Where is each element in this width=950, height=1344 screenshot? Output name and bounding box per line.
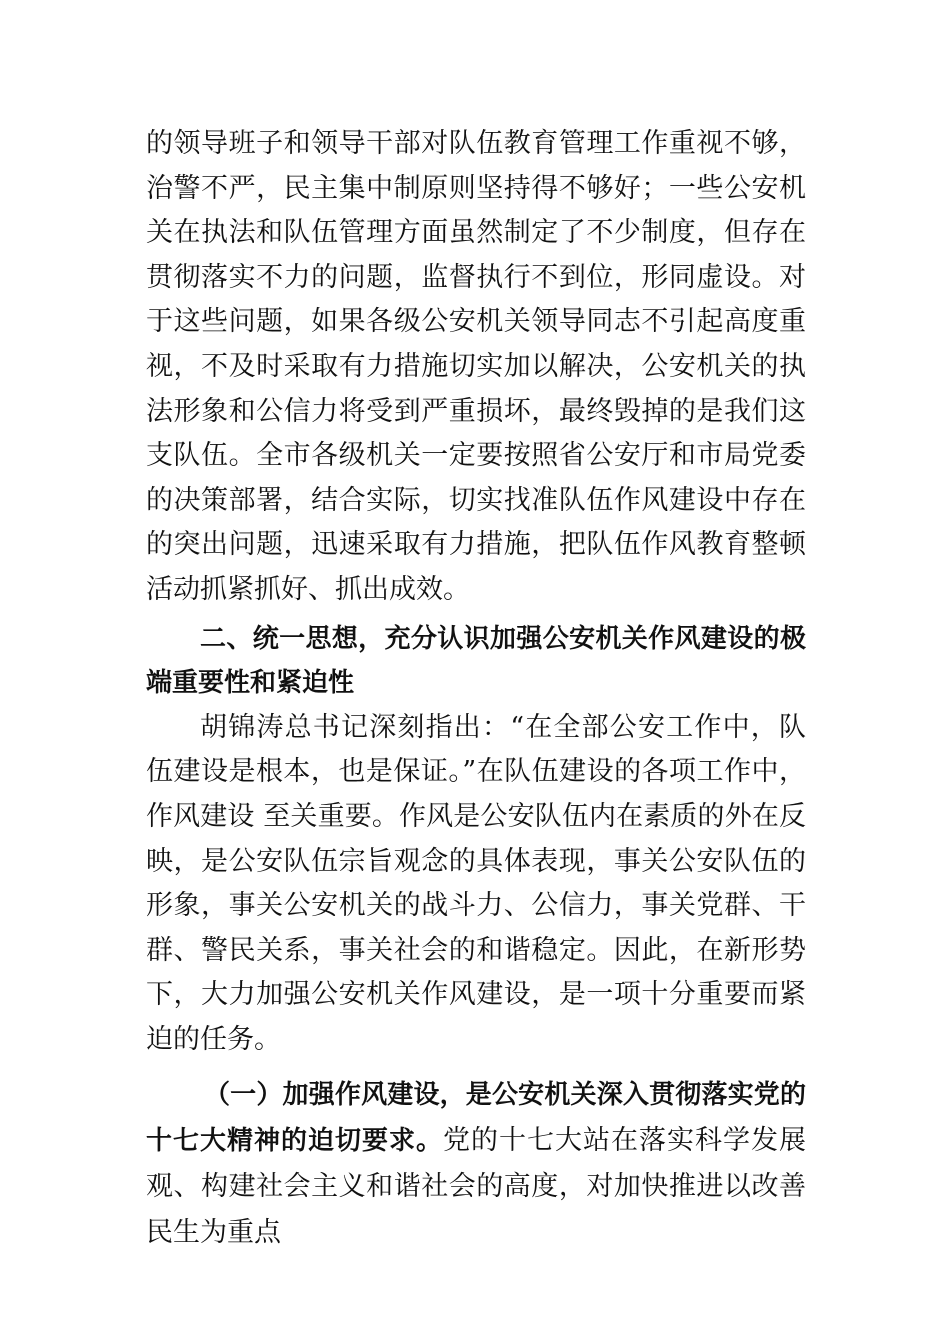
paragraph-continuation: 的领导班子和领导干部对队伍教育管理工作重视不够，治警不严，民主集中制原则坚持得不够好；一些公安机关在执法和队伍管理方面虽然制定了不少制度，但存在贯彻落实不力的问题，监督执行不到位，形同虚设。对于这些问题，如果各级公安机关领导同志不引起高度重视，不及时采取有力措施切实加以解决，公安机关的执法形象和公信力将受到严重损坏，最终毁掉的是我们这支队伍。全市各级机关一定要按照省公安厅和市局党委的决策部署，结合实际，切实找准队伍作风建设中存在的突出问题，迅速采取有力措施，把队伍作风教育整顿活动抓紧抓好、抓出成效。 <box>146 128 806 605</box>
paragraph-quote: 胡锦涛总书记深刻指出：“在全部公安工作中，队伍建设是根本，也是保证。”在队伍建设的各项工作中，作风建设 至关重要。作风是公安队伍内在素质的外在反映，是公安队伍宗旨观念的具体表现，事关公安队伍的形象，事关公安机关的战斗力、公信力，事关党群、干群、警民关系，事关社会的和谐稳定。因此，在新形势下，大力加强公安机关作风建设，是一项十分重要而紧迫的任务。 <box>146 711 806 1055</box>
document-page <box>146 122 806 1256</box>
paragraph-subsection-one <box>146 1072 806 1256</box>
subsection-heading: （一）加强作风建设，是公安机关深入贯彻落实党的十七大精神的迫切要求。 <box>146 1080 806 1157</box>
subsection-body: 党的十七大站在落实科学发展观、构建社会主义和谐社会的高度，对加快推进以改善民生为重点 <box>146 1125 806 1249</box>
section-heading-two: 二、统一思想，充分认识加强公安机关作风建设的极端重要性和紧迫性 <box>146 623 806 699</box>
